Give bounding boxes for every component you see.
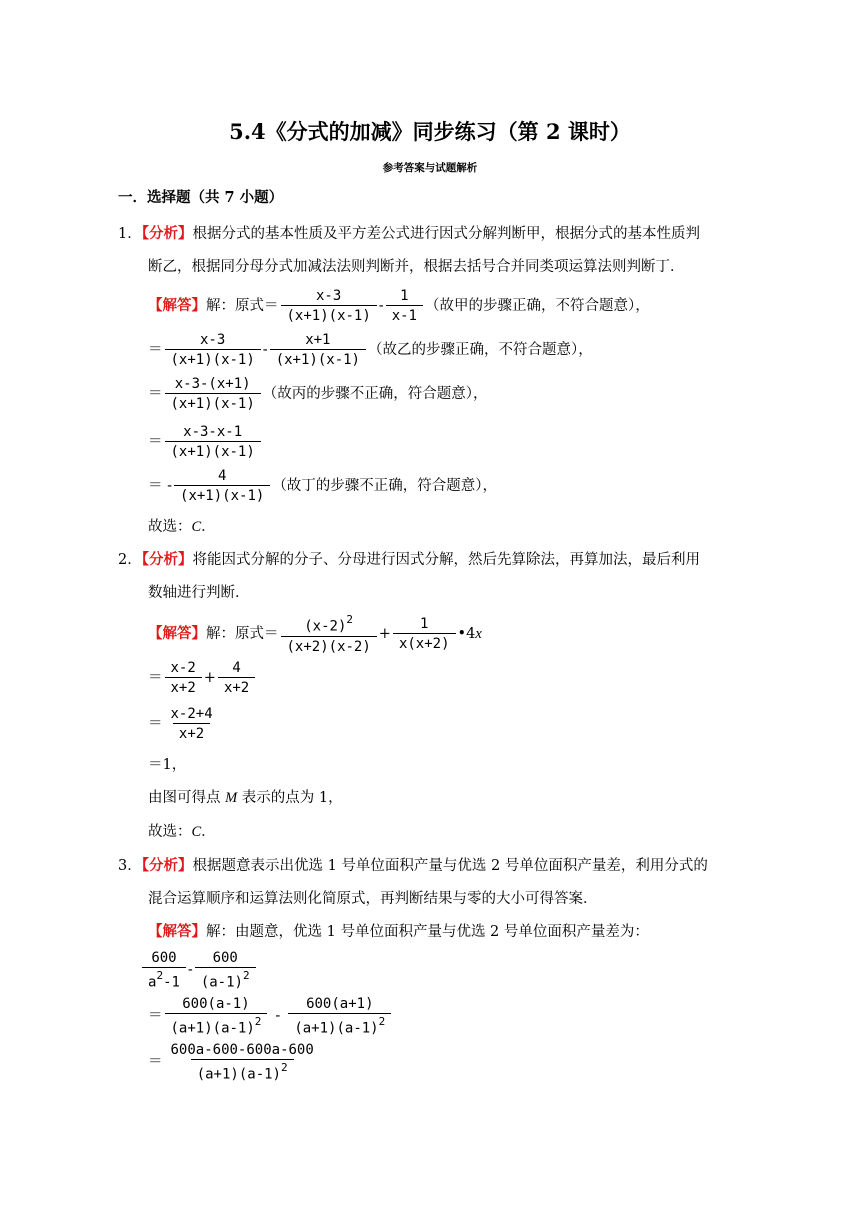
q3-solve-text: 解：由题意，优选 1 号单位面积产量与优选 2 号单位面积产量差为： xyxy=(206,924,649,940)
q1-note4: （故丁的步骤不正确，符合题意）， xyxy=(272,478,498,494)
q1-analysis-line1 xyxy=(118,224,700,244)
section-heading: 一．选择题（共 7 小题） xyxy=(118,189,284,206)
equals-sign: ＝ xyxy=(148,716,163,732)
variable-x: x xyxy=(475,626,482,643)
q2-step2 xyxy=(148,660,257,696)
q2-fraction-2: $\frac{1}{x(x+2)}$ xyxy=(393,616,456,652)
q2-fraction-3: $\frac{x-2}{x+2}$ xyxy=(165,660,202,696)
q3-analysis-line2: 混合运算顺序和运算法则化简原式，再判断结果与零的大小可得答案． xyxy=(148,891,598,907)
q3-fraction-5: $\frac{600a-600-600a-600}{(a+1)(a-1)^2}$ xyxy=(170,1042,314,1083)
q2-answer-label: 【解答】 xyxy=(148,625,206,643)
q1-fraction-7: $\frac{4}{(x+1)(x-1)}$ xyxy=(174,468,270,504)
q2-analysis-label: 【分析】 xyxy=(141,551,193,568)
q3-analysis-line1 xyxy=(118,856,708,876)
q2-fraction-4: $\frac{4}{x+2}$ xyxy=(218,660,255,696)
q2-result: ＝1， xyxy=(148,757,187,773)
q1-note3: （故丙的步骤不正确，符合题意）， xyxy=(262,386,488,402)
q2-solve-line xyxy=(148,614,482,655)
page-title: 5.4《分式的加减》同步练习（第 2 课时） xyxy=(229,119,631,144)
q1-step3 xyxy=(148,376,488,412)
den: (a+1)(a-1) xyxy=(196,1066,281,1083)
q3-analysis-text1: 根据题意表示出优选 1 号单位面积产量与优选 2 号单位面积产量差，利用分式的 xyxy=(192,858,708,874)
q1-analysis-text1: 根据分式的基本性质及平方差公式进行因式分解判断甲，根据分式的基本性质判 xyxy=(192,226,700,242)
q1-note2: （故乙的步骤正确，不符合题意）， xyxy=(368,342,593,358)
exponent: 2 xyxy=(280,1061,288,1074)
exponent: 2 xyxy=(156,969,164,982)
choose-prefix: 故选： xyxy=(148,519,192,535)
q1-neg-equals: ＝ - xyxy=(148,478,173,494)
equals-sign: ＝ xyxy=(148,386,163,402)
q2-analysis-text1: 将能因式分解的分子、分母进行因式分解，然后先算除法，再算加法，最后利用 xyxy=(192,552,700,568)
q1-choice: C xyxy=(191,519,202,535)
q1-step4 xyxy=(148,424,263,460)
minus-sign: - xyxy=(187,962,193,979)
equals-sign: ＝ xyxy=(148,342,163,358)
q1-solve-line xyxy=(148,288,650,324)
equals-sign: ＝ xyxy=(148,434,163,450)
plus-sign: + xyxy=(203,670,216,686)
q1-answer-label: 【解答】 xyxy=(148,297,206,314)
q2-point xyxy=(148,788,343,808)
q1-fraction-1: $\frac{x-3}{(x+1)(x-1)}$ xyxy=(281,288,377,324)
q3-step2 xyxy=(148,996,393,1037)
period: ． xyxy=(201,824,216,840)
q2-step3 xyxy=(148,706,221,742)
q1-step5 xyxy=(148,468,497,504)
q1-note1: （故甲的步骤正确，不符合题意）， xyxy=(425,298,650,314)
point-pre: 由图可得点 xyxy=(148,790,226,806)
q2-analysis-line2: 数轴进行判断． xyxy=(148,585,250,601)
q1-choose xyxy=(148,517,216,537)
den: (a+1)(a-1) xyxy=(294,1020,379,1037)
q3-fraction-1: $\frac{600}{a^2-1}$ xyxy=(142,950,186,991)
den-a: a xyxy=(148,974,157,991)
plus-sign: + xyxy=(378,626,391,643)
q1-number: 1． xyxy=(118,226,142,242)
q2-number: 2． xyxy=(118,552,142,568)
period: ． xyxy=(201,519,216,535)
q1-solve-prefix: 解：原式＝ xyxy=(206,298,279,314)
numerator: (x-2) xyxy=(304,618,347,635)
q3-step1 xyxy=(140,950,258,991)
point-label: M xyxy=(225,790,238,806)
q3-solve-line xyxy=(148,922,649,942)
q1-minus: - xyxy=(378,298,384,314)
q1-analysis-line2: 断乙，根据同分母分式加减法法则判断并，根据去括号合并同类项运算法则判断丁． xyxy=(148,259,685,275)
q1-step2 xyxy=(148,332,593,368)
q1-analysis-label: 【分析】 xyxy=(141,225,193,242)
q2-analysis-line1 xyxy=(118,550,700,570)
q1-fraction-6: $\frac{x-3-x-1}{(x+1)(x-1)}$ xyxy=(165,424,261,460)
q3-fraction-4: $\frac{600(a+1)}{(a+1)(a-1)^2}$ xyxy=(288,996,391,1037)
exponent: 2 xyxy=(242,969,250,982)
equals-sign: ＝ xyxy=(148,670,163,686)
q3-answer-label: 【解答】 xyxy=(148,923,206,940)
q1-fraction-2: $\frac{1}{x-1}$ xyxy=(386,288,423,324)
exponent: 2 xyxy=(346,613,354,626)
q2-fraction-5: $\frac{x-2+4}{x+2}$ xyxy=(170,706,213,742)
q3-fraction-2: $\frac{600}{(a-1)^2}$ xyxy=(195,950,256,991)
q1-fraction-3: $\frac{x-3}{(x+1)(x-1)}$ xyxy=(165,332,261,368)
q1-fraction-5: $\frac{x-3-(x+1)}{(x+1)(x-1)}$ xyxy=(165,376,261,412)
q2-choice: C xyxy=(191,824,202,840)
q3-number: 3． xyxy=(118,858,142,874)
den: (a-1) xyxy=(200,974,243,991)
point-post: 表示的点为 1， xyxy=(237,790,343,806)
q2-solve-prefix: 解：原式＝ xyxy=(206,626,279,643)
den-b: -1 xyxy=(163,974,180,991)
exponent: 2 xyxy=(378,1015,386,1028)
q2-fraction-1: $\frac{(x-2)^2}{(x+2)(x-2)}$ xyxy=(281,614,377,655)
exponent: 2 xyxy=(254,1015,262,1028)
multiply-term: •4 xyxy=(457,626,476,643)
equals-sign: ＝ xyxy=(148,1054,163,1071)
q3-step3 xyxy=(148,1042,322,1083)
q1-fraction-4: $\frac{x+1}{(x+1)(x-1)}$ xyxy=(270,332,366,368)
den: (a+1)(a-1) xyxy=(170,1020,255,1037)
q3-analysis-label: 【分析】 xyxy=(141,857,193,874)
minus-sign: - xyxy=(275,1008,281,1025)
equals-sign: ＝ xyxy=(148,1008,163,1025)
page-subtitle: 参考答案与试题解析 xyxy=(382,162,478,174)
choose-prefix: 故选： xyxy=(148,824,192,840)
q3-fraction-3: $\frac{600(a-1)}{(a+1)(a-1)^2}$ xyxy=(165,996,268,1037)
q2-choose xyxy=(148,822,216,842)
minus-sign: - xyxy=(262,342,268,358)
